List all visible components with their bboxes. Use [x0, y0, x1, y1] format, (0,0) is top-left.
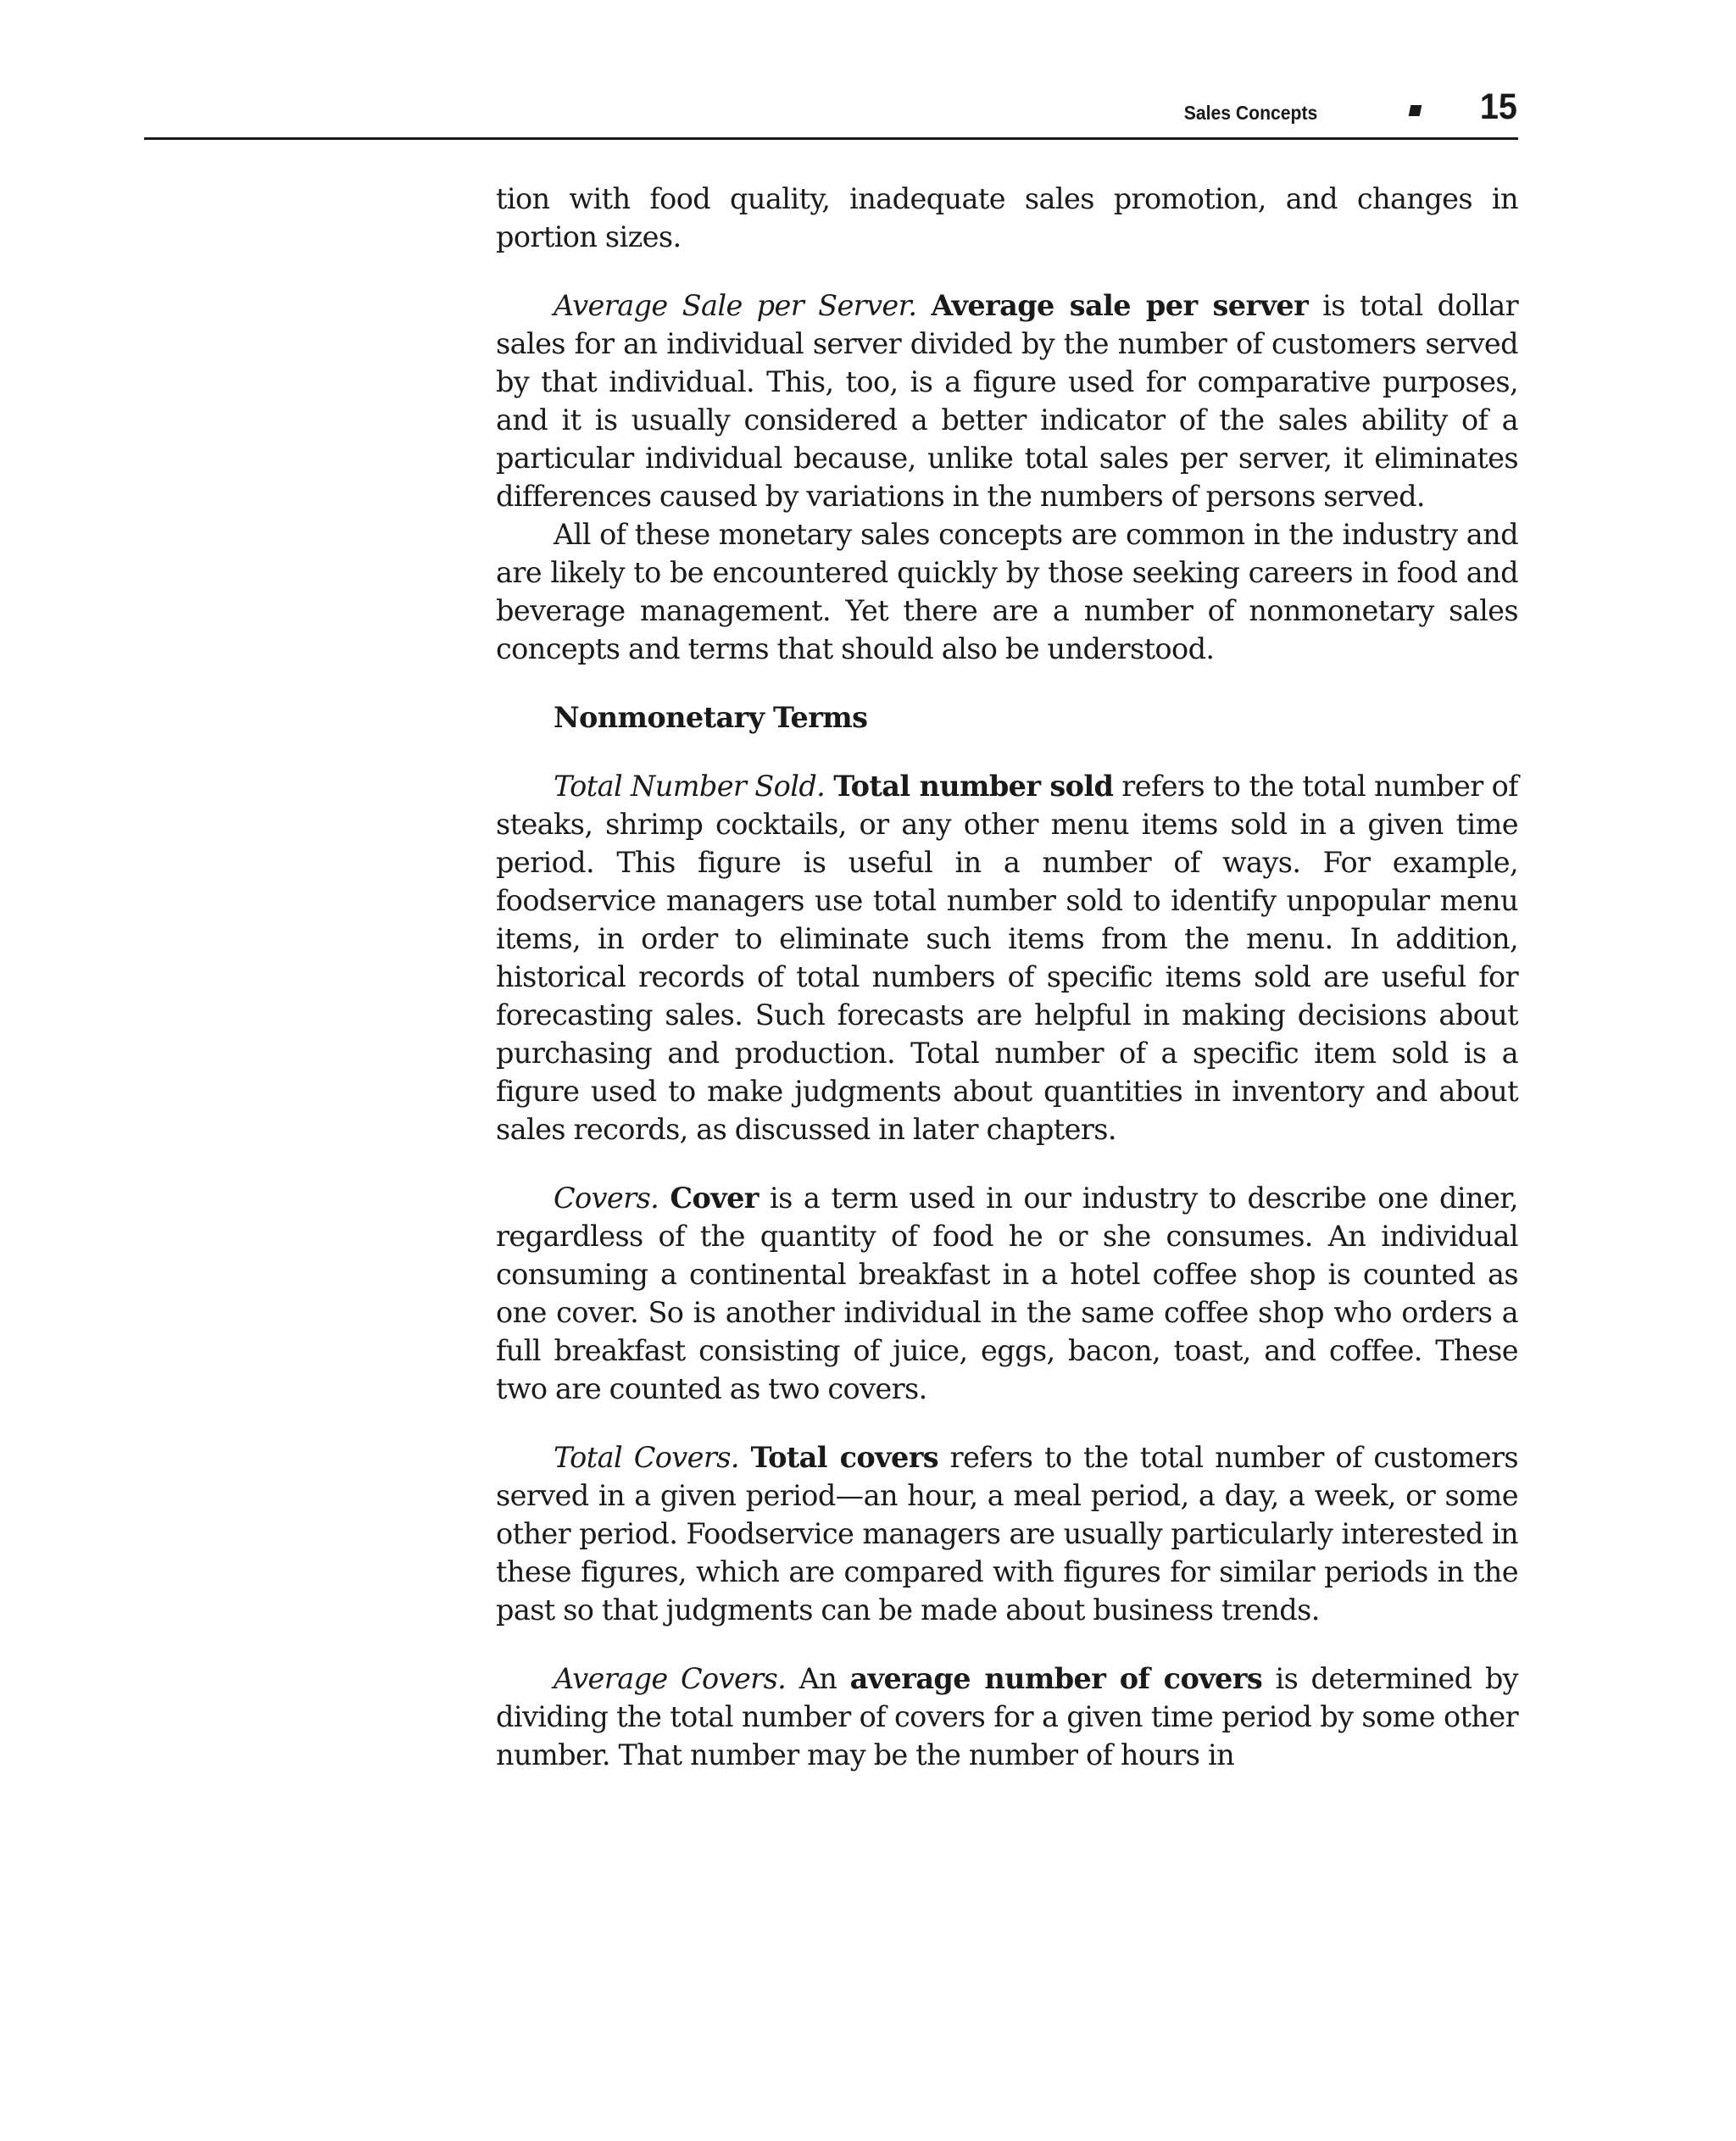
paragraph-total-covers — [496, 1438, 1518, 1629]
key-term: Cover — [670, 1182, 759, 1215]
run-in-heading: Average Covers. — [554, 1662, 787, 1695]
paragraph-text: refers to the total number of steaks, shrimp cocktails, or any other menu items sold in a given time period. This figure is useful in a number of ways. For example, foodservice managers use total number sold to identify unpopular menu items, in order to eliminate such items from the menu. In addition, historical records of total numbers of specific items sold are useful for forecasting sales. Such forecasts are helpful in making decisions about purchasing and production. Total number of a specific item sold is a figure used to make judgments about quantities in inventory and about sales records, as discussed in later chapters. — [496, 770, 1518, 1146]
paragraph-text: refers to the total number of customers served in a given period—an hour, a meal period, a day, a week, or some other period. Foodservice managers are usually particularly interested in these figures, which are compared with figures for similar periods in the past so that judgments can be made about business trends. — [496, 1441, 1518, 1627]
key-term: Total number sold — [833, 770, 1114, 803]
paragraph-text: is determined by dividing the total number of covers for a given time period by some other number. That number may be the number of hours in — [496, 1662, 1518, 1771]
run-in-heading: Covers. — [554, 1182, 659, 1215]
page-number: 15 — [1479, 86, 1517, 127]
key-term: Total covers — [750, 1441, 939, 1474]
run-in-heading: Total Covers. — [554, 1441, 739, 1474]
running-head-section: Sales Concepts — [1183, 102, 1317, 124]
paragraph-monetary-summary: All of these monetary sales concepts are common in the industry and are likely to be encountered quickly by those seeking careers in food and beverage management. Yet there are a number of nonmonetary sales concepts and terms that should also be understood. — [496, 518, 1518, 665]
paragraph-total-number-sold — [496, 767, 1518, 1148]
key-term: Average sale per server — [931, 289, 1309, 322]
paragraph-lead: An — [786, 1662, 850, 1695]
paragraph-covers — [496, 1179, 1518, 1408]
paragraph-text: is a term used in our industry to describe one diner, regardless of the quantity of food he or she consumes. An individual consuming a continental breakfast in a hotel coffee shop is counted as one cover. So is another individual in the same coffee shop who orders a full breakfast consisting of juice, eggs, bacon, toast, and coffee. These two are counted as two covers. — [496, 1182, 1518, 1405]
paragraph-average-sale-per-server — [496, 286, 1518, 515]
paragraph-continued: tion with food quality, inadequate sales promotion, and changes in portion sizes. — [496, 182, 1518, 253]
run-in-heading: Average Sale per Server. — [554, 289, 917, 322]
key-term: average number of covers — [849, 1662, 1263, 1695]
bullet-mark-icon — [1409, 105, 1422, 116]
header-rule — [144, 137, 1518, 140]
body-text — [496, 180, 1518, 1774]
section-heading: Nonmonetary Terms — [554, 701, 868, 734]
run-in-heading: Total Number Sold. — [554, 770, 826, 803]
paragraph-text: is total dollar sales for an individual server divided by the number of customers served by that individual. This, too, is a figure used for comparative purposes, and it is usually considered a better indicator of the sales ability of a particular individual because, unlike total sales per server, it eliminates differences caused by variations in the numbers of persons served. — [496, 289, 1518, 513]
running-head — [144, 81, 1517, 141]
paragraph-average-covers — [496, 1660, 1518, 1774]
